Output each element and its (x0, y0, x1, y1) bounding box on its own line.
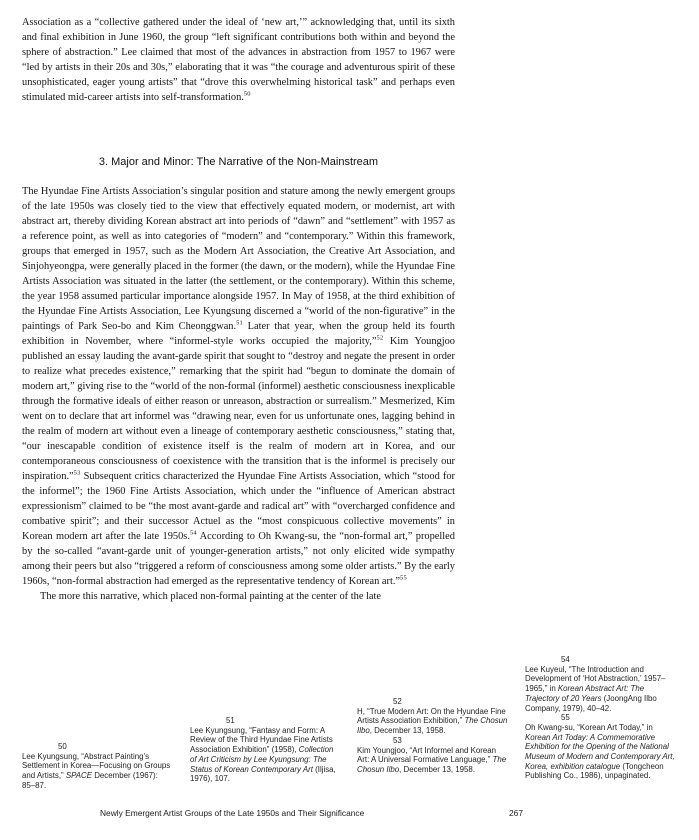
footnote (22, 742, 173, 791)
section-heading: 3. Major and Minor: The Narrative of the Non-Mainstream (98, 156, 379, 168)
footnote-text (190, 726, 341, 784)
text-segment: Oh Kwang-su, “Korean Art Today,” in (525, 722, 653, 732)
text-segment: (Tongcheon Publishing Co., 1986), unpaginated. (525, 761, 664, 781)
text-segment: Later that year, when the group held its fourth exhibition in November, where “informel-style works occupied the majority,” (22, 321, 455, 347)
italic-text: The Chosun Ilbo (357, 755, 507, 774)
footnote-ref: 53 (73, 469, 81, 477)
footnote-text (357, 707, 508, 736)
page-number: 267 (509, 808, 523, 818)
footnote-number: 53 (393, 735, 402, 745)
footnote (190, 716, 341, 784)
text-segment: Lee Kyungsung, “Fantasy and Form: A Review of the Third Hyundae Fine Artists Association Exhibition” (1958), (190, 725, 333, 755)
text-segment: According to Oh Kwang-su, the “non-formal art,” propelled by the so-called “avant-garde unit of younger-generation artists,” not only elicited wide sympathy among their peers but also “triggered a reform of consciousness among some older artists.” By the early 1960s, “non-formal abstraction had emerged as the representative tendency of Korean art.” (22, 531, 455, 587)
italic-text: SPACE (65, 771, 93, 781)
running-title: Newly Emergent Artist Groups of the Late 1950s and Their Significance (100, 808, 365, 818)
italic-text: Korean Abstract Art: The Trajectory of 20 Years (525, 684, 645, 703)
body-paragraph-continuation (22, 15, 455, 105)
footnote-text (525, 665, 676, 714)
footnote-ref: 55 (400, 574, 407, 582)
text-segment: , December 13, 1958. (369, 726, 446, 736)
footnote-number: 54 (561, 655, 570, 664)
text-segment: H, “True Modern Art: On the Hyundae Fine Artists Association Exhibition,” (357, 706, 506, 726)
footnote (525, 655, 676, 713)
italic-text: The Chosun Ilbo (357, 716, 508, 736)
text-segment: Kim Youngjoo published an essay lauding the avant-garde spirit that sought to “destroy and negate the present in order to realize what precedes existence,” remarking that the spirit had “begun to dominate the domain of modern art,” giving rise to the “world of the non-formal (informel) aesthetic consciousness inexplicable through the formative ideals of either reason or unreason, abstraction or surrealism.” Mesmerized, Kim went on to declare that art informel was “drawing near, even for us unfortunate ones, lagging behind in the realm of modern art without even a lineage of contemporary aesthetic consciousness,” stating that, “our inescapable condition of existence itself is the realm of modern art in Korea, and our contemporaneous consciousness of coexistence with the transition that is the informel is precisely our inspiration.” (22, 336, 456, 482)
text-segment: (Iljisa, 1976), 107. (190, 764, 336, 784)
text-segment: The Hyundae Fine Artists Association’s singular position and stature among the newly emergent groups of the late 1950s was closely tied to the view that effectively equated modern, or modernist, art with abstract art, thereby dividing Korean abstract art into periods of “dawn” and “settlement” with 1957 as a reference point, as well as into categories of “modern” and “contemporary.” Within this framework, groups that emerged in 1957, such as the Modern Art Association, the Creative Art Association, and Sinjohyeongpa, were generally placed in the former (the dawn, or the modern), while the Hyundae Fine Artists Association was situated in the latter (the settlement, or the contemporary). Within this scheme, the year 1958 assumed particular importance alongside 1957. In May of 1958, at the third exhibition of the Hyundae Fine Artists Association, Lee Kyungsung discerned a “world of the non-figurative” in the paintings of Park Seo-bo and Kim Cheonggwan. (22, 186, 455, 332)
text-segment: Lee Kuyeul, “The Introduction and Development of ‘Hot Abstraction,’ 1957–1965,” in (525, 664, 666, 694)
footnote (357, 736, 508, 775)
footnote-column (22, 742, 173, 791)
main-text-column (22, 184, 455, 604)
text-segment: The more this narrative, which placed non-formal painting at the center of the late (40, 591, 382, 602)
italic-text: Korean Art Today: A Commemorative Exhibition for the Opening of the National Museum of Modern and Contemporary Art, Korea, exhibition catalogue (525, 732, 675, 771)
body-paragraph (22, 184, 455, 589)
text-segment: (JoongAng Ilbo Company, 1979), 40–42. (525, 693, 657, 713)
text-segment: Kim Youngjoo, “Art Informel and Korean Art: A Universal Formative Language,” (357, 745, 497, 765)
text-segment: December (1967): 85–87. (22, 771, 158, 790)
footnote-column (190, 716, 341, 784)
footnote-column (525, 655, 676, 781)
footnote-ref: 51 (236, 319, 243, 327)
italic-text: Collection of Art Criticism by Lee Kyungsung: The Status of Korean Contemporary Art (190, 745, 334, 774)
footnote-number: 50 (58, 742, 67, 751)
footnote-text (22, 752, 173, 791)
footnote (357, 697, 508, 736)
text-segment: Lee Kyungsung, “Abstract Painting’s Settlement in Korea—Focusing on Groups and Artists,” (22, 751, 171, 781)
footnote (525, 713, 676, 781)
body-paragraph-closing (22, 589, 455, 604)
footnote-text (357, 746, 508, 775)
footnote-ref: 50 (243, 90, 251, 98)
text-segment: , December 13, 1958. (399, 764, 476, 774)
text-segment: Subsequent critics characterized the Hyundae Fine Artists Association, which “stood for the informel”; the 1960 Fine Artists Association, which under the “influence of American abstract expressionism” claimed to be “the most avant-garde and radical art” with “overcharged confidence and combative spirit”; and their successor Actuel as the “most conspicuous collective movements” in Korean modern art after the late 1950s. (22, 471, 455, 542)
footnote-ref: 52 (376, 334, 384, 342)
footnote-column (357, 697, 508, 775)
footnote-number: 52 (393, 697, 402, 706)
footnote-text (525, 723, 676, 781)
footnote-number: 55 (561, 713, 570, 723)
text-segment: Association as a “collective gathered under the ideal of ‘new art,’” acknowledging that, until its sixth and final exhibition in June 1960, the group “left significant contributions both within and beyond the sphere of abstraction.” Lee claimed that most of the advances in abstraction from 1957 to 1967 were “led by artists in their 20s and 30s,” elaborating that it was “the courage and adventurous spirit of these unsophisticated, eager young artists” that “drove this overwhelming historical task” and perhaps even stimulated mid-career artists into self-transformation. (22, 17, 455, 103)
footnote-ref: 54 (189, 529, 197, 537)
footnote-number: 51 (226, 716, 235, 725)
